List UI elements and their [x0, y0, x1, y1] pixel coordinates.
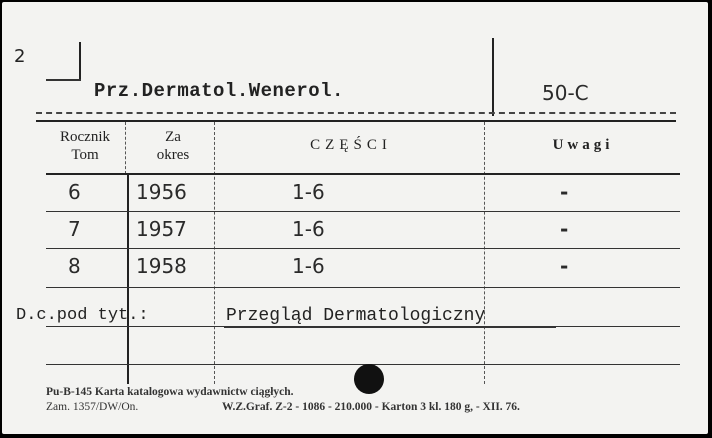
call-number: 50-C [542, 81, 589, 105]
cell-note: - [560, 217, 569, 241]
cell-volume: 6 [68, 180, 81, 204]
col-sep-3 [484, 122, 485, 384]
cell-parts: 1-6 [292, 217, 325, 241]
cell-year: 1958 [136, 254, 187, 278]
cell-volume: 7 [68, 217, 81, 241]
cell-parts: 1-6 [292, 254, 325, 278]
row-rule [46, 248, 680, 249]
header-year-volume: Rocznik Tom [60, 129, 110, 163]
cell-year: 1957 [136, 217, 187, 241]
row-rule [46, 287, 680, 288]
header-top-rule [36, 120, 676, 122]
footer-printer-info: W.Z.Graf. Z-2 - 1086 - 210.000 - Karton 3 kl. 180 g, - XII. 76. [222, 401, 520, 413]
header-dotted-rule [36, 112, 676, 114]
col-sep-1 [127, 174, 129, 384]
header-notes: Uwagi [552, 137, 614, 153]
periodical-title: Prz.Dermatol.Wenerol. [94, 80, 344, 102]
punch-hole [354, 364, 384, 394]
col-sep-1-header [125, 122, 126, 174]
signature-divider [492, 38, 494, 116]
cell-note: - [560, 180, 569, 204]
cell-note: - [560, 254, 569, 278]
corner-number: 2 [14, 46, 26, 67]
header-parts: CZĘŚCI [310, 137, 392, 153]
header-period: Za okres [156, 129, 190, 163]
footer-order-number: Zam. 1357/DW/On. [46, 401, 139, 413]
catalog-card [2, 2, 708, 434]
footer-form-line: Pu-B-145 Karta katalogowa wydawnictw ciągłych. [46, 386, 294, 398]
col-sep-2 [214, 122, 215, 384]
row-rule [46, 211, 680, 212]
tab-mark-vertical [79, 42, 81, 80]
header-bottom-rule [46, 173, 680, 175]
cell-parts: 1-6 [292, 180, 325, 204]
continued-title: Przegląd Dermatologiczny [226, 306, 486, 326]
cell-year: 1956 [136, 180, 187, 204]
tab-mark-horizontal [46, 79, 81, 81]
row-rule [46, 326, 680, 327]
continued-label: D.c.pod tyt.: [16, 306, 149, 325]
cell-volume: 8 [68, 254, 81, 278]
